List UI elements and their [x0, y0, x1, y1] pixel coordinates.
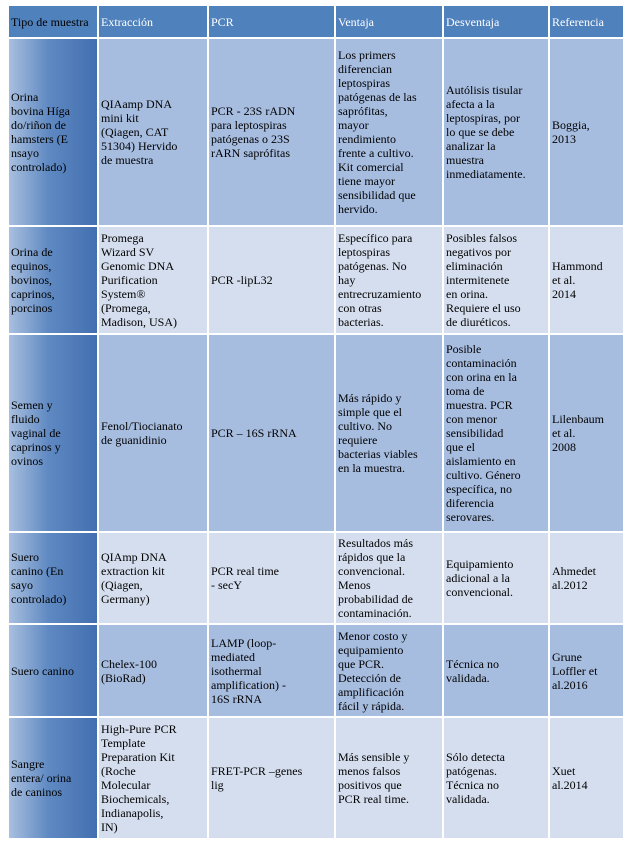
cell-pcr: LAMP (loop- mediated isothermal amplification) - 16S rRNA: [208, 624, 335, 717]
cell-tipo: Suero canino: [8, 624, 98, 717]
cell-tipo: Suero canino (En sayo controlado): [8, 532, 98, 624]
cell-ventaja: Más sensible y menos falsos positivos que PCR real time.: [335, 717, 443, 839]
cell-pcr: PCR real time - secY: [208, 532, 335, 624]
cell-extraccion: QIAmp DNA extraction kit (Qiagen, Germany): [98, 532, 208, 624]
header-tipo: Tipo de muestra: [8, 5, 98, 38]
cell-desventaja: Sólo detecta patógenas. Técnica no validada.: [443, 717, 549, 839]
header-desventaja: Desventaja: [443, 5, 549, 38]
cell-extraccion: Chelex-100 (BioRad): [98, 624, 208, 717]
cell-pcr: PCR – 16S rRNA: [208, 334, 335, 532]
table-row: [8, 532, 624, 624]
cell-desventaja: Posibles falsos negativos por eliminación intermitenete en orina. Requiere el uso de diuréticos.: [443, 226, 549, 334]
cell-desventaja: Autólisis tisular afecta a la leptospiras, por lo que se debe analizar la muestra inmediatamente.: [443, 38, 549, 226]
cell-desventaja: Equipamiento adicional a la convencional.: [443, 532, 549, 624]
cell-tipo: Sangre entera/ orina de caninos: [8, 717, 98, 839]
cell-extraccion: High-Pure PCR Template Preparation Kit (Roche Molecular Biochemicals, Indianapolis, IN): [98, 717, 208, 839]
header-ventaja: Ventaja: [335, 5, 443, 38]
cell-extraccion: QIAamp DNA mini kit (Qiagen, CAT 51304) Hervido de muestra: [98, 38, 208, 226]
cell-extraccion: Promega Wizard SV Genomic DNA Purification System® (Promega, Madison, USA): [98, 226, 208, 334]
cell-tipo: Orina bovina Híga do/riñon de hamsters (E nsayo controlado): [8, 38, 98, 226]
cell-referencia: Boggia, 2013: [549, 38, 624, 226]
leptospira-pcr-table: [7, 4, 625, 840]
cell-ventaja: Los primers diferencian leptospiras patógenas de las saprófitas, mayor rendimiento frente a cultivo. Kit comercial tiene mayor sensibilidad que hervido.: [335, 38, 443, 226]
cell-pcr: PCR -lipL32: [208, 226, 335, 334]
cell-desventaja: Posible contaminación con orina en la toma de muestra. PCR con menor sensibilidad que el aislamiento en cultivo. Género específica, no diferencia serovares.: [443, 334, 549, 532]
cell-referencia: Xuet al.2014: [549, 717, 624, 839]
cell-referencia: Ahmedet al.2012: [549, 532, 624, 624]
header-referencia: Referencia: [549, 5, 624, 38]
table-header-row: [8, 5, 624, 38]
table-row: [8, 38, 624, 226]
cell-tipo: Semen y fluido vaginal de caprinos y ovinos: [8, 334, 98, 532]
table-row: [8, 717, 624, 839]
cell-ventaja: Menor costo y equipamiento que PCR. Detección de amplificación fácil y rápida.: [335, 624, 443, 717]
table-row: [8, 334, 624, 532]
cell-referencia: Lilenbaum et al. 2008: [549, 334, 624, 532]
cell-ventaja: Resultados más rápidos que la convencional. Menos probabilidad de contaminación.: [335, 532, 443, 624]
cell-referencia: Hammond et al. 2014: [549, 226, 624, 334]
cell-ventaja: Más rápido y simple que el cultivo. No requiere bacterias viables en la muestra.: [335, 334, 443, 532]
table-row: [8, 226, 624, 334]
header-extraccion: Extracción: [98, 5, 208, 38]
header-pcr: PCR: [208, 5, 335, 38]
cell-referencia: Grune Loffler et al.2016: [549, 624, 624, 717]
cell-pcr: PCR - 23S rADN para leptospiras patógenas o 23S rARN saprófitas: [208, 38, 335, 226]
cell-pcr: FRET-PCR –genes lig: [208, 717, 335, 839]
cell-ventaja: Específico para leptospiras patógenas. No hay entrecruzamiento con otras bacterias.: [335, 226, 443, 334]
cell-tipo: Orina de equinos, bovinos, caprinos, porcinos: [8, 226, 98, 334]
cell-extraccion: Fenol/Tiocianato de guanidinio: [98, 334, 208, 532]
table-row: [8, 624, 624, 717]
cell-desventaja: Técnica no validada.: [443, 624, 549, 717]
